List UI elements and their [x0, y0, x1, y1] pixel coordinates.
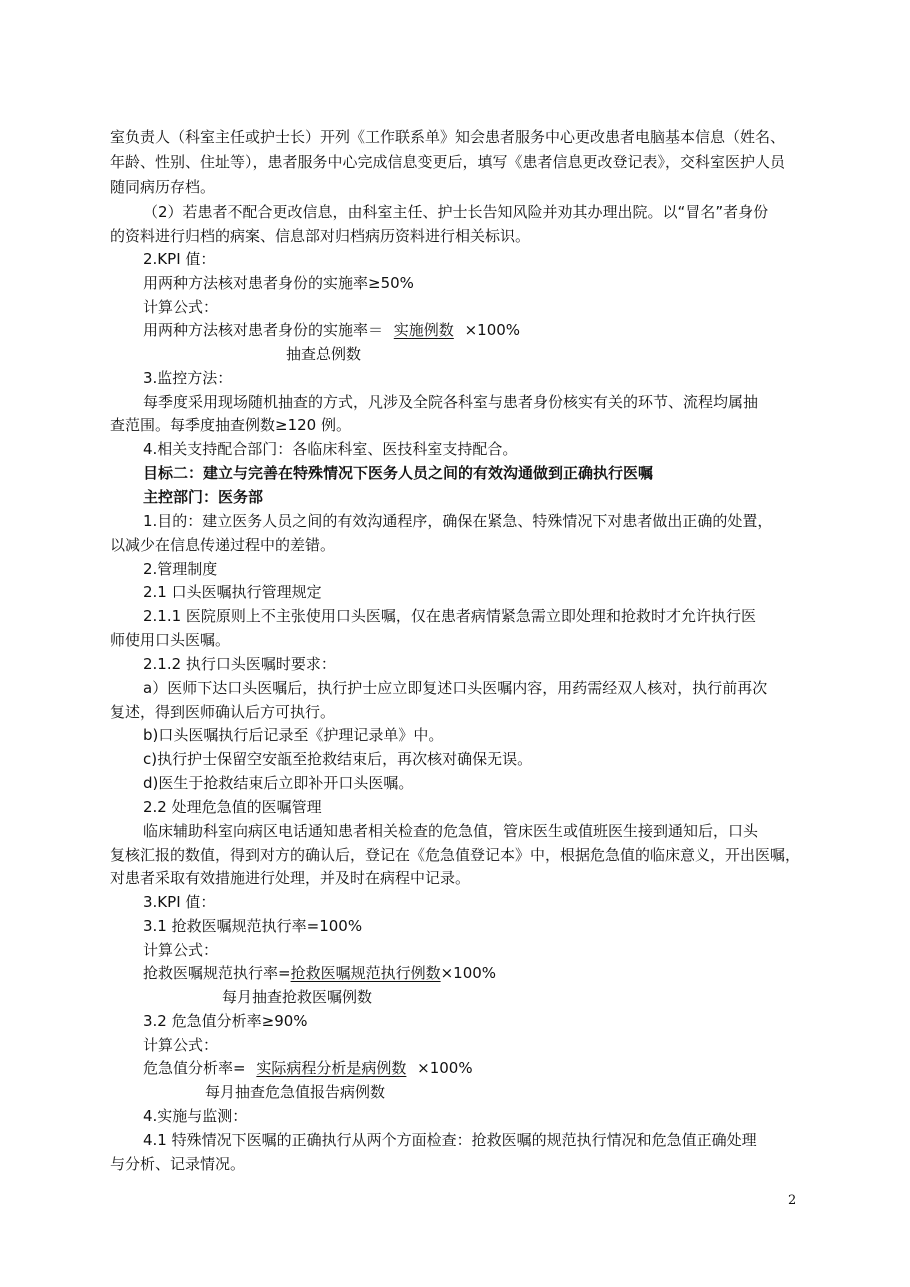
formula-line: [143, 963, 496, 983]
section-heading: 4.实施与监测：: [143, 1107, 248, 1125]
formula-numerator: 抢救医嘱规范执行例数: [290, 964, 441, 982]
text-line: 复核汇报的数值，得到对方的确认后，登记在《危急值登记本》中，根据危急值的临床意义，开出医嘱，: [110, 846, 801, 864]
page-number: 2: [788, 1193, 797, 1208]
text-line: b)口头医嘱执行后记录至《护理记录单》中。: [143, 726, 444, 744]
text-line: 计算公式：: [143, 1036, 219, 1054]
text-line: 1.目的：建立医务人员之间的有效沟通程序，确保在紧急、特殊情况下对患者做出正确的处置，: [143, 512, 773, 530]
text-line: 4.相关支持配合部门：各临床科室、医技科室支持配合。: [143, 440, 518, 458]
formula-denominator: 每月抽查危急值报告病例数: [205, 1083, 386, 1101]
text-line: 临床辅助科室向病区电话通知患者相关检查的危急值，管床医生或值班医生接到通知后，口头: [143, 822, 759, 840]
text-line: 年龄、性别、住址等），患者服务中心完成信息变更后，填写《患者信息更改登记表》，交科室医护人员: [110, 153, 786, 171]
section-heading: 3.KPI 值：: [143, 893, 216, 911]
formula-multiplier: ×100%: [464, 321, 521, 339]
formula-multiplier: ×100%: [417, 1059, 473, 1077]
text-line: 随同病历存档。: [110, 178, 216, 196]
text-line: 3.1 抢救医嘱规范执行率=100%: [143, 917, 363, 935]
text-line: 复述，得到医师确认后方可执行。: [110, 703, 336, 721]
section-heading: 2.管理制度: [143, 560, 218, 578]
goal-heading: 目标二：建立与完善在特殊情况下医务人员之间的有效沟通做到正确执行医嘱: [143, 464, 654, 482]
text-line: 查范围。每季度抽查例数≥120 例。: [110, 416, 351, 434]
department-heading: 主控部门：医务部: [143, 488, 264, 506]
formula-numerator: 实施例数: [393, 321, 454, 339]
section-heading: 2.KPI 值：: [143, 250, 216, 268]
text-line: 与分析、记录情况。: [110, 1155, 246, 1173]
text-line: 的资料进行归档的病案、信息部对归档病历资料进行相关标识。: [110, 227, 531, 245]
text-line: （2）若患者不配合更改信息，由科室主任、护士长告知风险并劝其办理出院。以“冒名”者身份: [143, 203, 769, 221]
text-line: 计算公式：: [143, 941, 219, 959]
section-heading: 3.监控方法：: [143, 369, 233, 387]
text-line: a）医师下达口头医嘱后，执行护士应立即复述口头医嘱内容，用药需经双人核对，执行前再次: [143, 679, 768, 697]
text-line: 2.1.2 执行口头医嘱时要求：: [143, 655, 336, 673]
formula-denominator: 每月抽查抢救医嘱例数: [222, 988, 373, 1006]
text-line: 室负责人（科室主任或护士长）开列《工作联系单》知会患者服务中心更改患者电脑基本信息（姓名、: [110, 128, 786, 146]
text-line: 3.2 危急值分析率≥90%: [143, 1012, 308, 1030]
formula-line: [143, 1058, 473, 1078]
text-line: 2.1.1 医院原则上不主张使用口头医嘱，仅在患者病情紧急需立即处理和抢救时才允许执行医: [143, 607, 756, 625]
formula-multiplier: ×100%: [440, 964, 497, 982]
text-line: 2.1 口头医嘱执行管理规定: [143, 583, 322, 601]
formula-label: 用两种方法核对患者身份的实施率＝: [143, 321, 384, 339]
text-line: 4.1 特殊情况下医嘱的正确执行从两个方面检查：抢救医嘱的规范执行情况和危急值正确处理: [143, 1131, 757, 1149]
formula-denominator: 抽查总例数: [286, 345, 362, 363]
text-line: 2.2 处理危急值的医嘱管理: [143, 798, 322, 816]
text-line: 师使用口头医嘱。: [110, 631, 231, 649]
text-line: 对患者采取有效措施进行处理，并及时在病程中记录。: [110, 869, 471, 887]
formula-label: 危急值分析率=: [143, 1059, 246, 1077]
text-line: 每季度采用现场随机抽查的方式，凡涉及全院各科室与患者身份核实有关的环节、流程均属抽: [143, 393, 759, 411]
text-line: 计算公式：: [143, 298, 219, 316]
formula-line: [143, 320, 520, 340]
formula-numerator: 实际病程分析是病例数: [256, 1059, 407, 1077]
formula-label: 抢救医嘱规范执行率=: [143, 964, 291, 982]
text-line: d)医生于抢救结束后立即补开口头医嘱。: [143, 774, 414, 792]
text-line: c)执行护士保留空安瓿至抢救结束后，再次核对确保无误。: [143, 750, 533, 768]
text-line: 用两种方法核对患者身份的实施率≥50%: [143, 274, 414, 292]
text-line: 以减少在信息传递过程中的差错。: [110, 536, 336, 554]
